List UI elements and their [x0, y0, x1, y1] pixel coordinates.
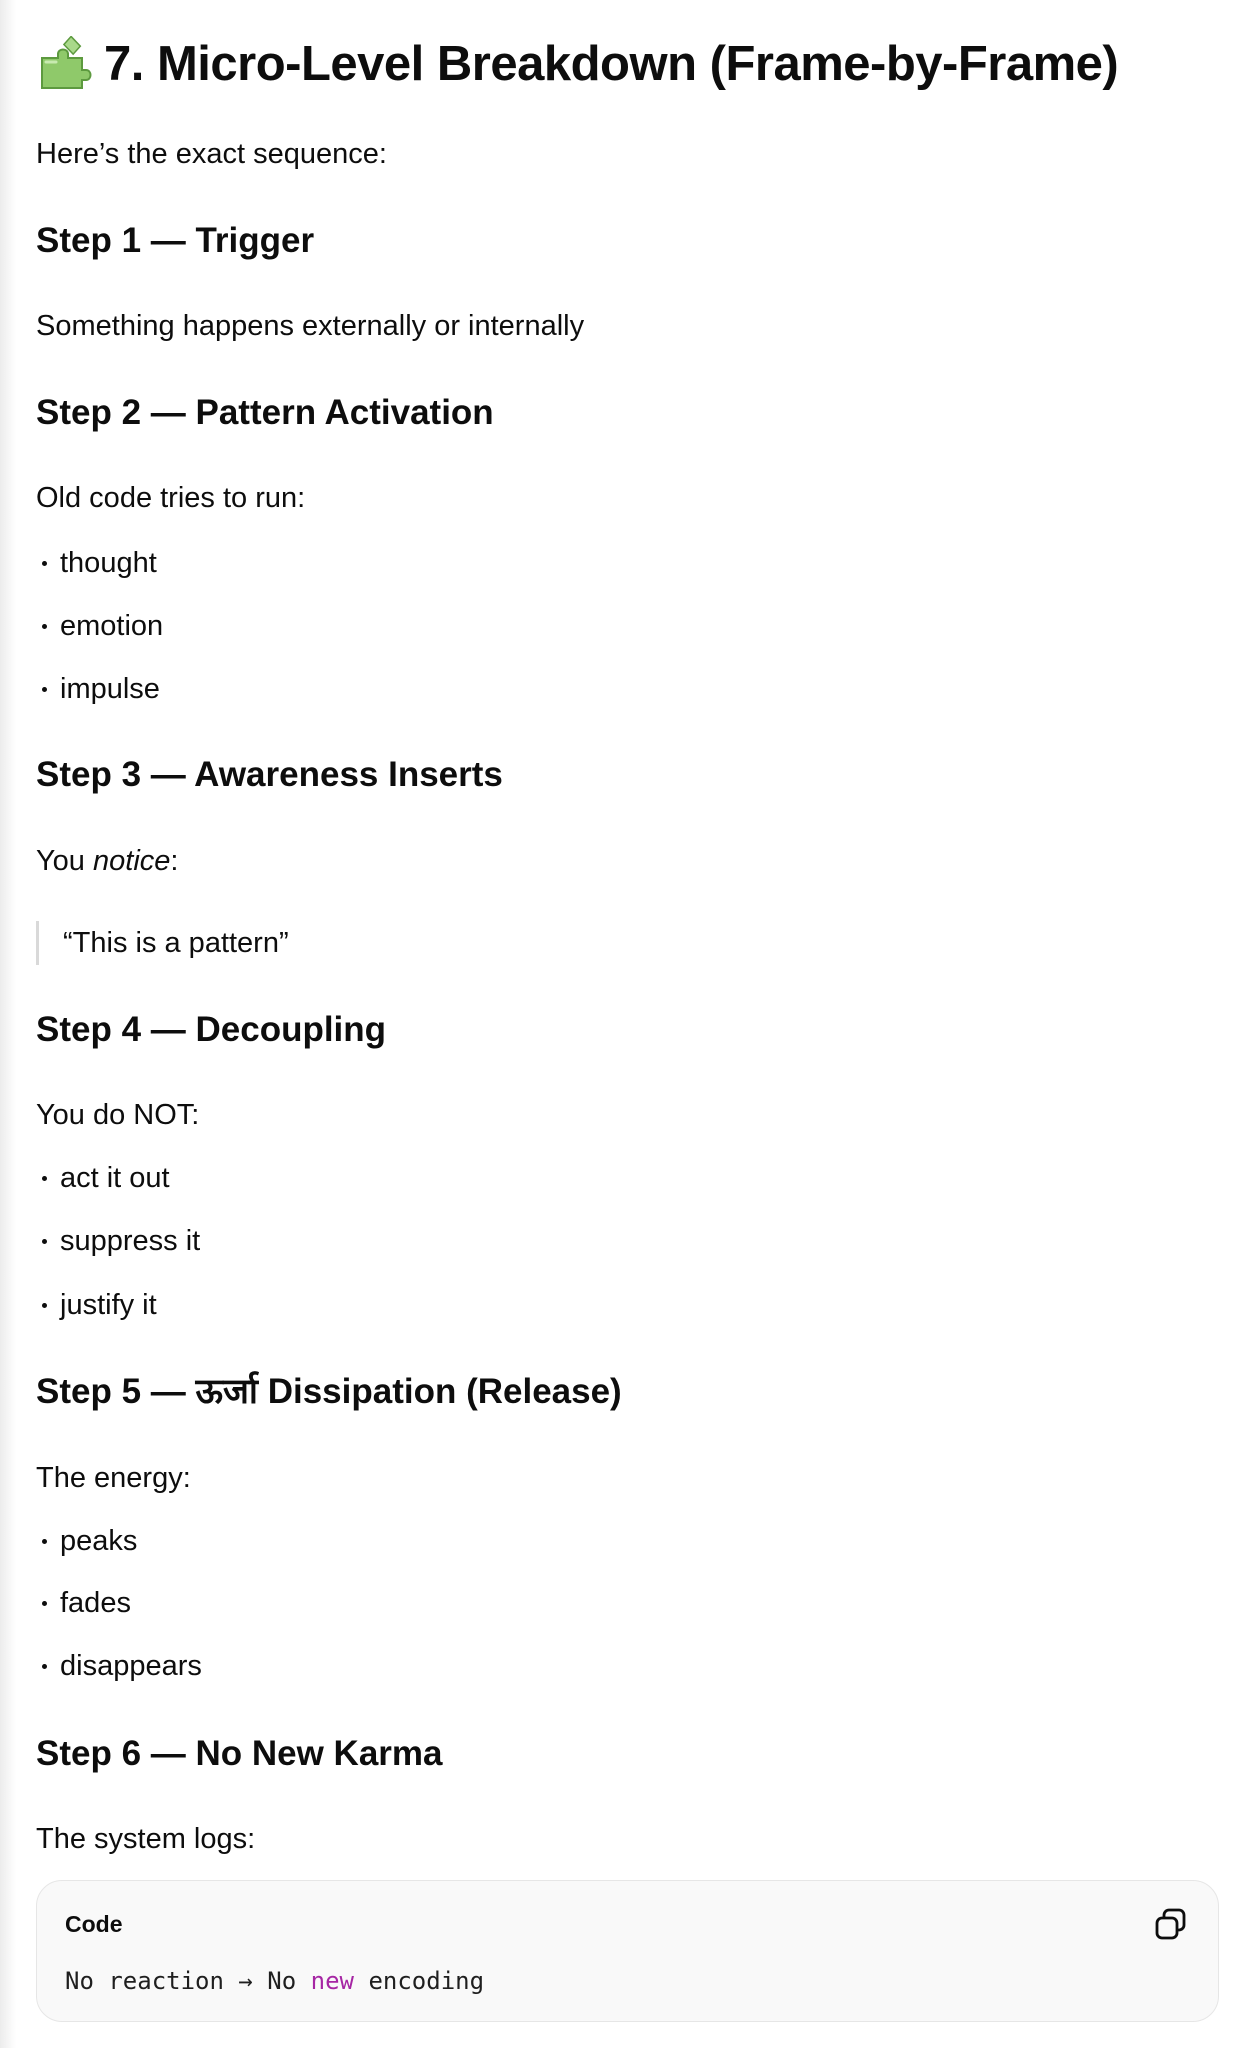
list-item-text: disappears	[60, 1650, 202, 1682]
list-item	[36, 1583, 131, 1623]
step-3-text-emphasis: notice	[93, 845, 171, 877]
step-3-text	[36, 841, 178, 881]
code-keyword: new	[310, 1967, 354, 1995]
section-heading	[36, 28, 1118, 100]
list-item	[36, 606, 163, 646]
list-item	[36, 1221, 200, 1261]
step-4-heading: Step 4 — Decoupling	[36, 1010, 387, 1049]
list-item	[36, 1158, 170, 1198]
list-item	[36, 1521, 137, 1561]
code-language-label: Code	[65, 1911, 123, 1937]
puzzle-piece-icon	[36, 36, 92, 92]
bullet-icon	[42, 1303, 47, 1308]
list-item-text: fades	[60, 1587, 131, 1619]
bullet-icon	[42, 1664, 47, 1669]
step-4-text: You do NOT:	[36, 1099, 200, 1131]
list-item-text: thought	[60, 547, 157, 579]
code-token: encoding	[354, 1967, 485, 1995]
bullet-icon	[42, 624, 47, 629]
list-item-text: peaks	[60, 1525, 138, 1557]
bullet-icon	[42, 1239, 47, 1244]
step-6-text: The system logs:	[36, 1823, 256, 1855]
list-item	[36, 1646, 202, 1686]
list-item-text: emotion	[60, 610, 164, 642]
list-item	[36, 1285, 157, 1325]
step-1-text: Something happens externally or internally	[36, 310, 585, 342]
list-item	[36, 669, 160, 709]
list-item-text: justify it	[60, 1289, 157, 1321]
left-edge-shadow	[0, 0, 16, 2048]
step-3-text-prefix: You	[36, 845, 93, 877]
blockquote: “This is a pattern”	[36, 921, 289, 965]
code-token: No reaction → No	[65, 1967, 311, 1995]
list-item-text: act it out	[60, 1162, 170, 1194]
step-5-text: The energy:	[36, 1462, 191, 1494]
step-5-heading: Step 5 — ऊर्जा Dissipation (Release)	[36, 1372, 622, 1411]
step-3-heading: Step 3 — Awareness Inserts	[36, 755, 503, 794]
list-item-text: impulse	[60, 673, 160, 705]
list-item	[36, 543, 157, 583]
section-heading-text: 7. Micro-Level Breakdown (Frame-by-Frame)	[104, 37, 1119, 91]
step-2-heading: Step 2 — Pattern Activation	[36, 393, 494, 432]
bullet-icon	[42, 1539, 47, 1544]
bullet-icon	[42, 1601, 47, 1606]
bullet-icon	[42, 687, 47, 692]
copy-icon[interactable]	[1154, 1907, 1188, 1941]
step-1-heading: Step 1 — Trigger	[36, 221, 315, 260]
step-6-heading: Step 6 — No New Karma	[36, 1734, 443, 1773]
code-line	[65, 1965, 484, 1997]
intro-text: Here’s the exact sequence:	[36, 138, 387, 170]
code-block	[36, 1880, 1219, 2022]
list-item-text: suppress it	[60, 1225, 201, 1257]
bullet-icon	[42, 1176, 47, 1181]
step-2-text: Old code tries to run:	[36, 482, 306, 514]
bullet-icon	[42, 561, 47, 566]
step-3-text-suffix: :	[170, 845, 179, 877]
